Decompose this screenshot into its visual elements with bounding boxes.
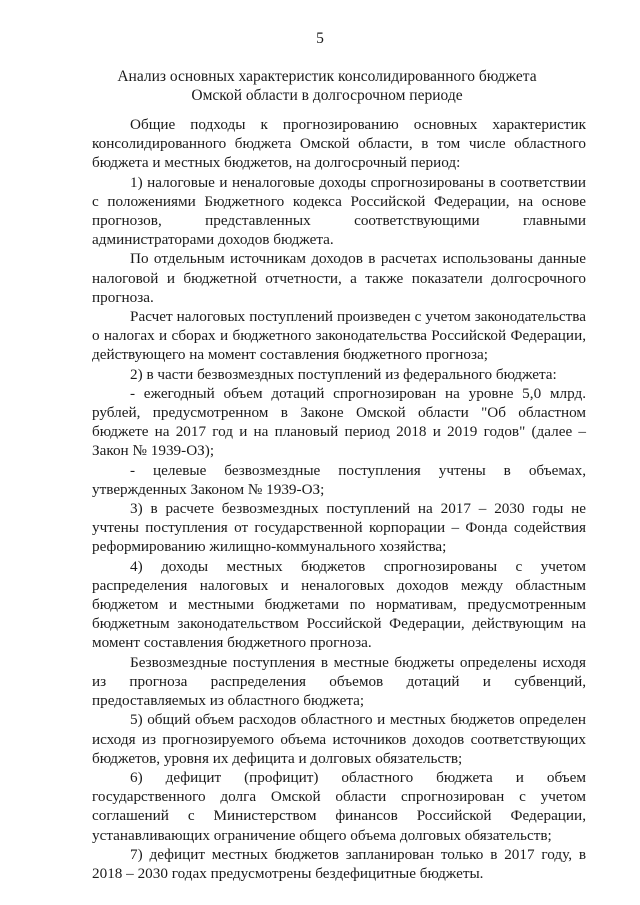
- paragraph-sources: По отдельным источникам доходов в расчетах использованы данные налоговой и бюджетной отчетности, а также показатели долгосрочного прогноза.: [92, 250, 586, 306]
- paragraph-item-6: 6) дефицит (профицит) областного бюджета и объем государственного долга Омской области спрогнозирован с учетом соглашений с Министерством финансов Российской Федерации, устанавливающих ограничение общего объема долговых обязательств;: [92, 768, 586, 844]
- paragraph-intro: Общие подходы к прогнозированию основных характеристик консолидированного бюджета Омской области, в том числе областного бюджета и местных бюджетов, на долгосрочный период:: [92, 116, 586, 172]
- document-title: [92, 67, 562, 105]
- paragraph-transfers: Безвозмездные поступления в местные бюджеты определены исходя из прогноза распределения объемов дотаций и субвенций, предоставляемых из областного бюджета;: [92, 653, 586, 710]
- paragraph-tax-calculation: Расчет налоговых поступлений произведен с учетом законодательства о налогах и сборах и бюджетного законодательства Российской Федерации, действующего на момент составления бюджетного прогноза;: [92, 308, 586, 364]
- title-line-1: Анализ основных характеристик консолидированного бюджета: [117, 68, 537, 85]
- title-line-2: Омской области в долгосрочном периоде: [191, 87, 463, 104]
- paragraph-subitem-subsidies: - ежегодный объем дотаций спрогнозирован на уровне 5,0 млрд. рублей, предусмотренном в Законе Омской области "Об областном бюджете на 2017 год и на плановый период 2018 и 2019 годов" (далее – Закон № 1939-ОЗ);: [92, 384, 586, 460]
- paragraph-subitem-targeted: - целевые безвозмездные поступления учтены в объемах, утвержденных Законом № 1939-ОЗ;: [92, 461, 586, 498]
- paragraph-item-3: 3) в расчете безвозмездных поступлений на 2017 – 2030 годы не учтены поступления от государственной корпорации – Фонда содействия реформированию жилищно-коммунального хозяйства;: [92, 500, 586, 556]
- paragraph-item-7: 7) дефицит местных бюджетов запланирован только в 2017 году, в 2018 – 2030 годах предусмотрены бездефицитные бюджеты.: [92, 845, 586, 882]
- document-body: [92, 115, 586, 883]
- paragraph-item-5: 5) общий объем расходов областного и местных бюджетов определен исходя из прогнозируемого объема источников доходов соответствующих бюджетов, уровня их дефицита и долговых обязательств;: [92, 711, 586, 767]
- paragraph-item-2: 2) в части безвозмездных поступлений из федерального бюджета:: [130, 365, 557, 383]
- paragraph-item-1: 1) налоговые и неналоговые доходы спрогнозированы в соответствии с положениями Бюджетного кодекса Российской Федерации, на основе прогнозов, представленных соответствующими главными администраторами доходов бюджета.: [92, 173, 586, 249]
- paragraph-item-4: 4) доходы местных бюджетов спрогнозированы с учетом распределения налоговых и неналоговых доходов между областным бюджетом и местными бюджетами по нормативам, предусмотренным бюджетным законодательством Российской Федерации, действующим на момент составления бюджетного прогноза.: [92, 557, 586, 652]
- page-number: 5: [316, 30, 324, 47]
